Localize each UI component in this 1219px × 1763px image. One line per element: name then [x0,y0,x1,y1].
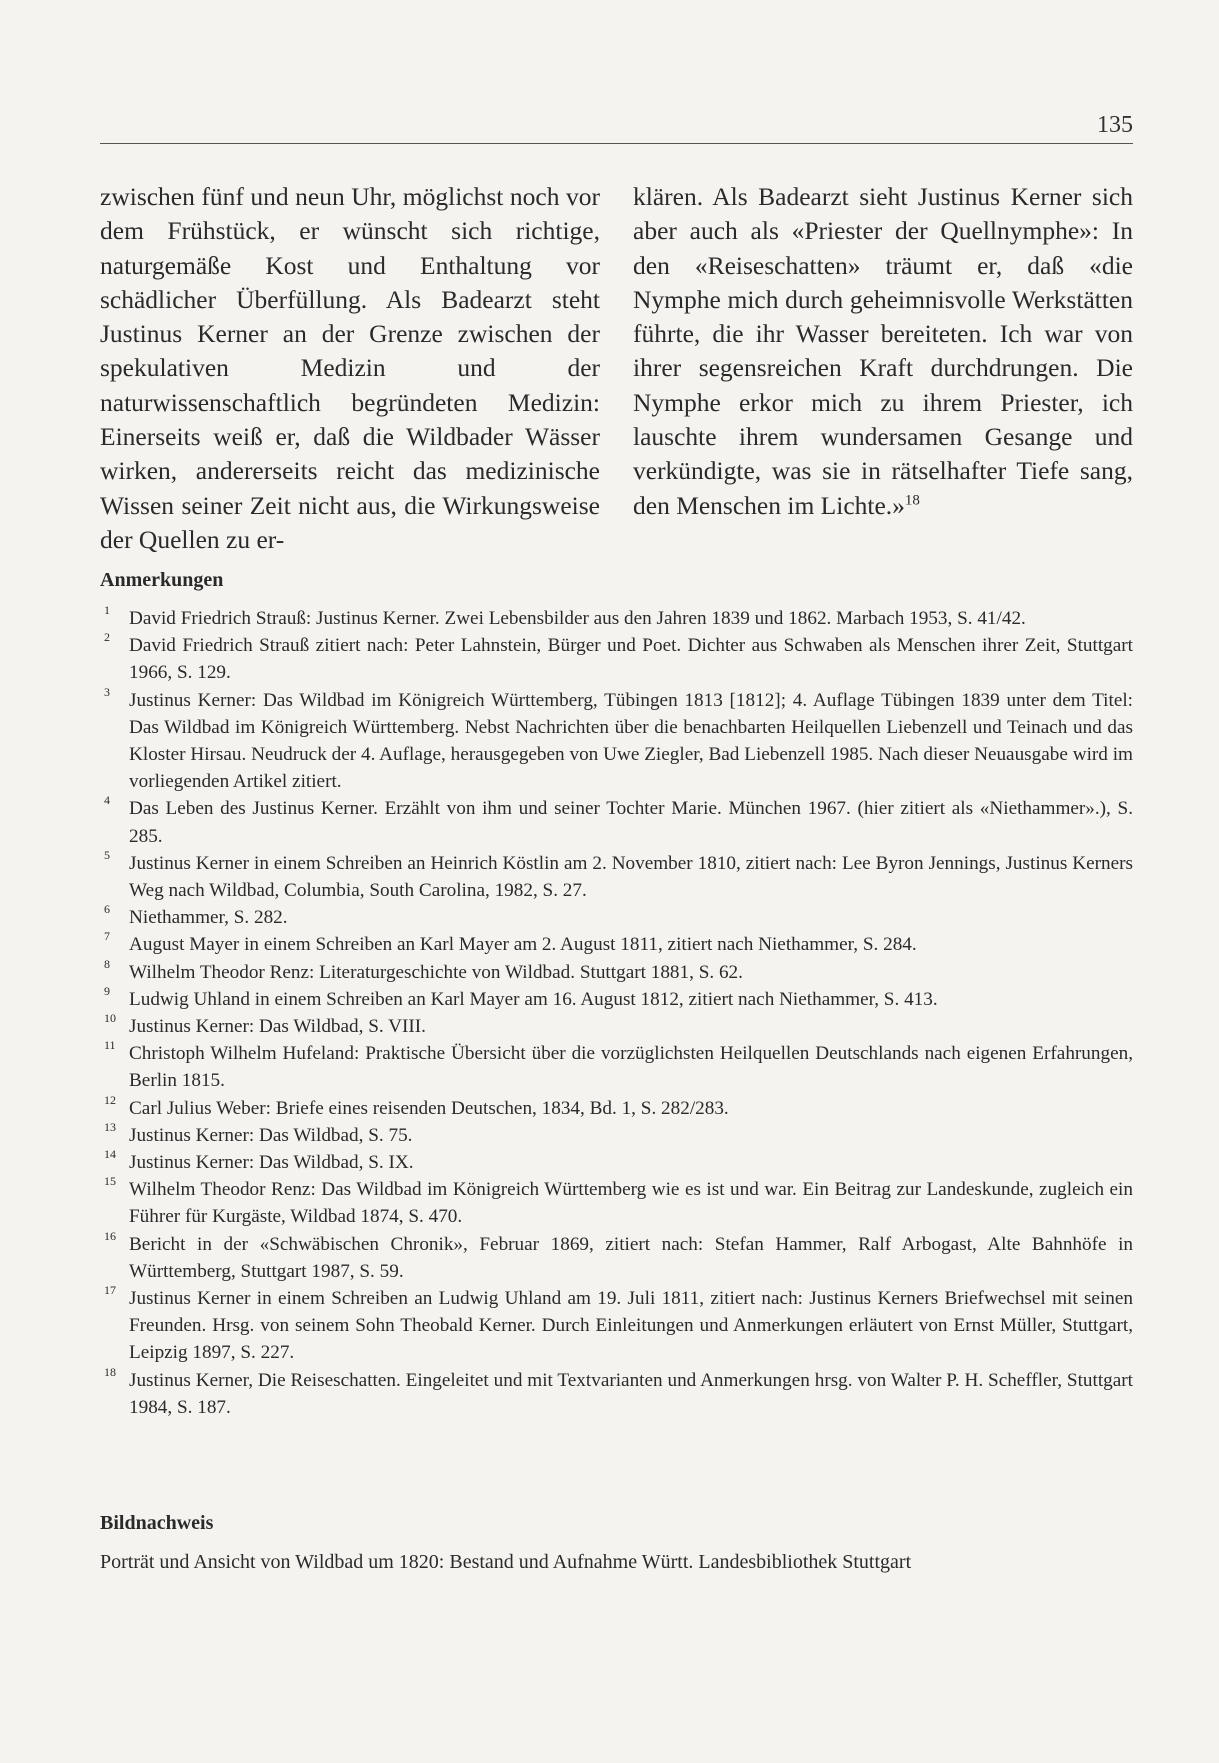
note-text: Wilhelm Theodor Renz: Das Wildbad im Königreich Württemberg wie es ist und war. Ein Beitrag zur Landeskunde, zugleich ein Führer für Kurgäste, Wildbad 1874, S. 470. [129,1179,1133,1228]
note-number: 18 [104,1364,116,1379]
note-number: 4 [104,793,110,808]
note-number: 5 [104,847,110,862]
note-item [100,1285,1133,1367]
notes-list [100,605,1133,1421]
note-text: Justinus Kerner: Das Wildbad, S. VIII. [129,1016,426,1038]
note-item [100,1364,1133,1421]
page-number: 135 [1097,112,1133,138]
note-number: 16 [104,1228,116,1243]
note-item [100,931,1133,958]
note-number: 2 [104,630,110,645]
note-text: David Friedrich Strauß zitiert nach: Peter Lahnstein, Bürger und Poet. Dichter aus Schwaben als Menschen ihrer Zeit, Stuttgart 1966, S. 129. [129,635,1133,684]
note-item [100,1149,1133,1176]
note-number: 1 [104,603,110,617]
credits-heading: Bildnachweis [100,1512,214,1534]
note-number: 11 [104,1038,116,1053]
note-item [100,795,1133,849]
header-rule [100,143,1133,144]
note-item [100,1119,1133,1149]
note-item [100,956,1133,986]
right-column [633,180,1133,557]
note-number: 7 [104,929,110,944]
note-number: 10 [104,1011,116,1026]
note-number: 14 [104,1147,116,1162]
note-number: 3 [104,684,110,699]
note-text: Niethammer, S. 282. [129,907,288,929]
note-text: Carl Julius Weber: Briefe eines reisenden Deutschen, 1834, Bd. 1, S. 282/283. [129,1097,729,1119]
note-item [100,1040,1133,1094]
note-item [100,847,1133,904]
note-number: 15 [104,1174,116,1189]
note-number: 13 [104,1119,116,1134]
right-column-text: klären. Als Badearzt sieht Justinus Kerner sich aber auch als «Priester der Quellnymphe»: In den «Reiseschatten» träumt er, daß «die Nymphe mich durch geheimnisvolle Werkstätten führte, die ihr Wasser bereiteten. Ich war von ihrer segensreichen Kraft durchdrungen. Die Nymphe erkor mich zu ihrem Priester, ich lauschte ihrem wundersamen Gesange und verkündigte, was sie in rätselhafter Tiefe sang, den Menschen im Lichte.» [633,182,1133,520]
note-text: Bericht in der «Schwäbischen Chronik», Februar 1869, zitiert nach: Stefan Hammer, Ralf Arbogast, Alte Bahnhöfe in Württemberg, Stuttgart 1987, S. 59. [129,1233,1133,1282]
note-text: Justinus Kerner in einem Schreiben an Heinrich Köstlin am 2. November 1810, zitiert nach: Lee Byron Jennings, Justinus Kerners Weg nach Wildbad, Columbia, South Carolina, 1982, S. 27. [129,852,1133,902]
note-number: 8 [104,956,110,971]
body-text [100,180,1133,557]
note-text: David Friedrich Strauß: Justinus Kerner. Zwei Lebensbilder aus den Jahren 1839 und 1862. Marbach 1953, S. 41/42. [129,608,1026,629]
note-text: Justinus Kerner: Das Wildbad, S. 75. [129,1124,413,1146]
note-item [100,605,1133,632]
note-item [100,904,1133,931]
note-item [100,1092,1133,1122]
left-column-paragraph: zwischen fünf und neun Uhr, möglichst noch vor dem Frühstück, er wünscht sich richtige, naturgemäße Kost und Enthaltung vor schädlicher Überfüllung. Als Badearzt steht Justinus Kerner an der Grenze zwischen der spekulativen Medizin und der naturwissenschaftlich begründeten Medizin: Einerseits weiß er, daß die Wildbader Wässer wirken, andererseits reicht das medizinische Wissen seiner Zeit nicht aus, die Wirkungsweise der Quellen zu er- [100,182,600,554]
note-text: Justinus Kerner: Das Wildbad, S. IX. [129,1152,414,1174]
note-text: Ludwig Uhland in einem Schreiben an Karl Mayer am 16. August 1812, zitiert nach Niethammer, S. 413. [129,988,938,1010]
footnote-reference[interactable]: 18 [904,492,920,509]
note-text: Wilhelm Theodor Renz: Literaturgeschichte von Wildbad. Stuttgart 1881, S. 62. [129,961,743,983]
notes-heading: Anmerkungen [100,569,224,591]
note-item [100,1228,1133,1285]
note-text: August Mayer in einem Schreiben an Karl Mayer am 2. August 1811, zitiert nach Niethammer, S. 284. [129,934,917,956]
left-column [100,180,600,557]
note-number: 17 [104,1283,116,1298]
note-item [100,632,1133,686]
note-item [100,1176,1133,1230]
note-text: Justinus Kerner, Die Reiseschatten. Eingeleitet und mit Textvarianten und Anmerkungen hrsg. von Walter P. H. Scheffler, Stuttgart 1984, S. 187. [129,1369,1133,1418]
note-number: 12 [104,1092,116,1107]
note-text: Das Leben des Justinus Kerner. Erzählt von ihm und seiner Tochter Marie. München 1967. (hier zitiert als «Niethammer».), S. 285. [129,798,1133,847]
note-item [100,684,1133,796]
note-number: 9 [104,983,110,998]
note-text: Christoph Wilhelm Hufeland: Praktische Übersicht über die vorzüglichsten Heilquellen Deutschlands nach eigenen Erfahrungen, Berlin 1815. [129,1043,1133,1092]
note-item [100,1013,1133,1040]
credits-text: Porträt und Ansicht von Wildbad um 1820: Bestand und Aufnahme Württ. Landesbibliothek Stuttgart [100,1551,912,1573]
note-item [100,983,1133,1013]
note-number: 6 [104,902,110,917]
note-text: Justinus Kerner: Das Wildbad im Königreich Württemberg, Tübingen 1813 [1812]; 4. Auflage Tübingen 1839 unter dem Titel: Das Wildbad im Königreich Württemberg. Nebst Nachrichten über die benachbarten Heilquellen Liebenzell und Teinach und das Kloster Hirsau. Neudruck der 4. Auflage, herausgegeben von Uwe Ziegler, Bad Liebenzell 1985. Nach dieser Neuausgabe wird im vorliegenden Artikel zitiert. [129,689,1133,793]
note-text: Justinus Kerner in einem Schreiben an Ludwig Uhland am 19. Juli 1811, zitiert nach: Justinus Kerners Briefwechsel mit seinen Freunden. Hrsg. von seinem Sohn Theobald Kerner. Durch Einleitungen und Anmerkungen erläutert von Ernst Müller, Stuttgart, Leipzig 1897, S. 227. [129,1288,1133,1364]
right-column-paragraph [633,180,1133,523]
